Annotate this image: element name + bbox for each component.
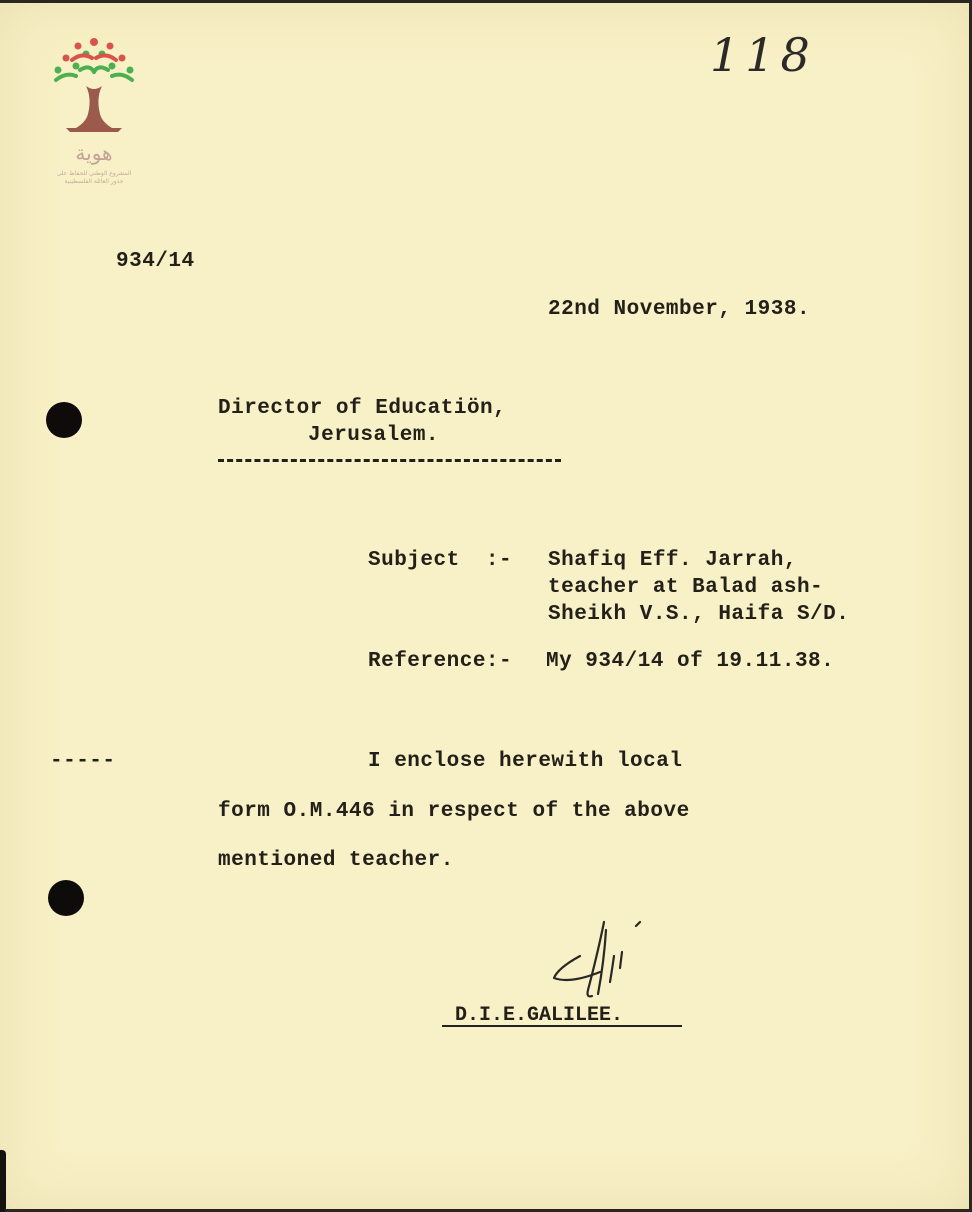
addressee-line1: Director of Educatiön, — [218, 397, 507, 420]
body-line2: form O.M.446 in respect of the above — [218, 800, 690, 823]
subject-line1: Shafiq Eff. Jarrah, — [548, 549, 797, 572]
logo-caption — [44, 170, 144, 186]
reference-label: Reference:- — [368, 650, 513, 673]
logo-wordmark: هوية — [75, 141, 113, 165]
logo-caption-line2: جذور العائلة الفلسطينية — [64, 178, 124, 185]
scan-edge-mark — [0, 1150, 6, 1212]
body-line3: mentioned teacher. — [218, 849, 454, 872]
subject-line2: teacher at Balad ash- — [548, 576, 824, 599]
body-line1: I enclose herewith local — [368, 750, 683, 773]
signature-underline — [442, 1025, 682, 1027]
file-reference: 934/14 — [116, 250, 195, 273]
margin-dashes: ----- — [50, 750, 116, 773]
addressee-line2: Jerusalem. — [308, 424, 440, 447]
letter-date: 22nd November, 1938. — [548, 298, 811, 321]
scan-border-top — [0, 0, 972, 3]
tree-of-people-logo — [46, 36, 142, 192]
addressee-underline — [218, 459, 561, 462]
handwritten-signature — [540, 912, 660, 1012]
subject-line3: Sheikh V.S., Haifa S/D. — [548, 603, 850, 626]
logo-caption-line1: المشروع الوطني للحفاظ على — [56, 170, 132, 177]
subject-label: Subject :- — [368, 549, 513, 572]
signature-block: D.I.E.GALILEE. — [455, 1004, 624, 1027]
handwritten-folio-number: 118 — [710, 28, 816, 82]
reference-value: My 934/14 of 19.11.38. — [546, 650, 835, 673]
punch-hole-bottom — [48, 880, 84, 916]
punch-hole-top — [46, 402, 82, 438]
